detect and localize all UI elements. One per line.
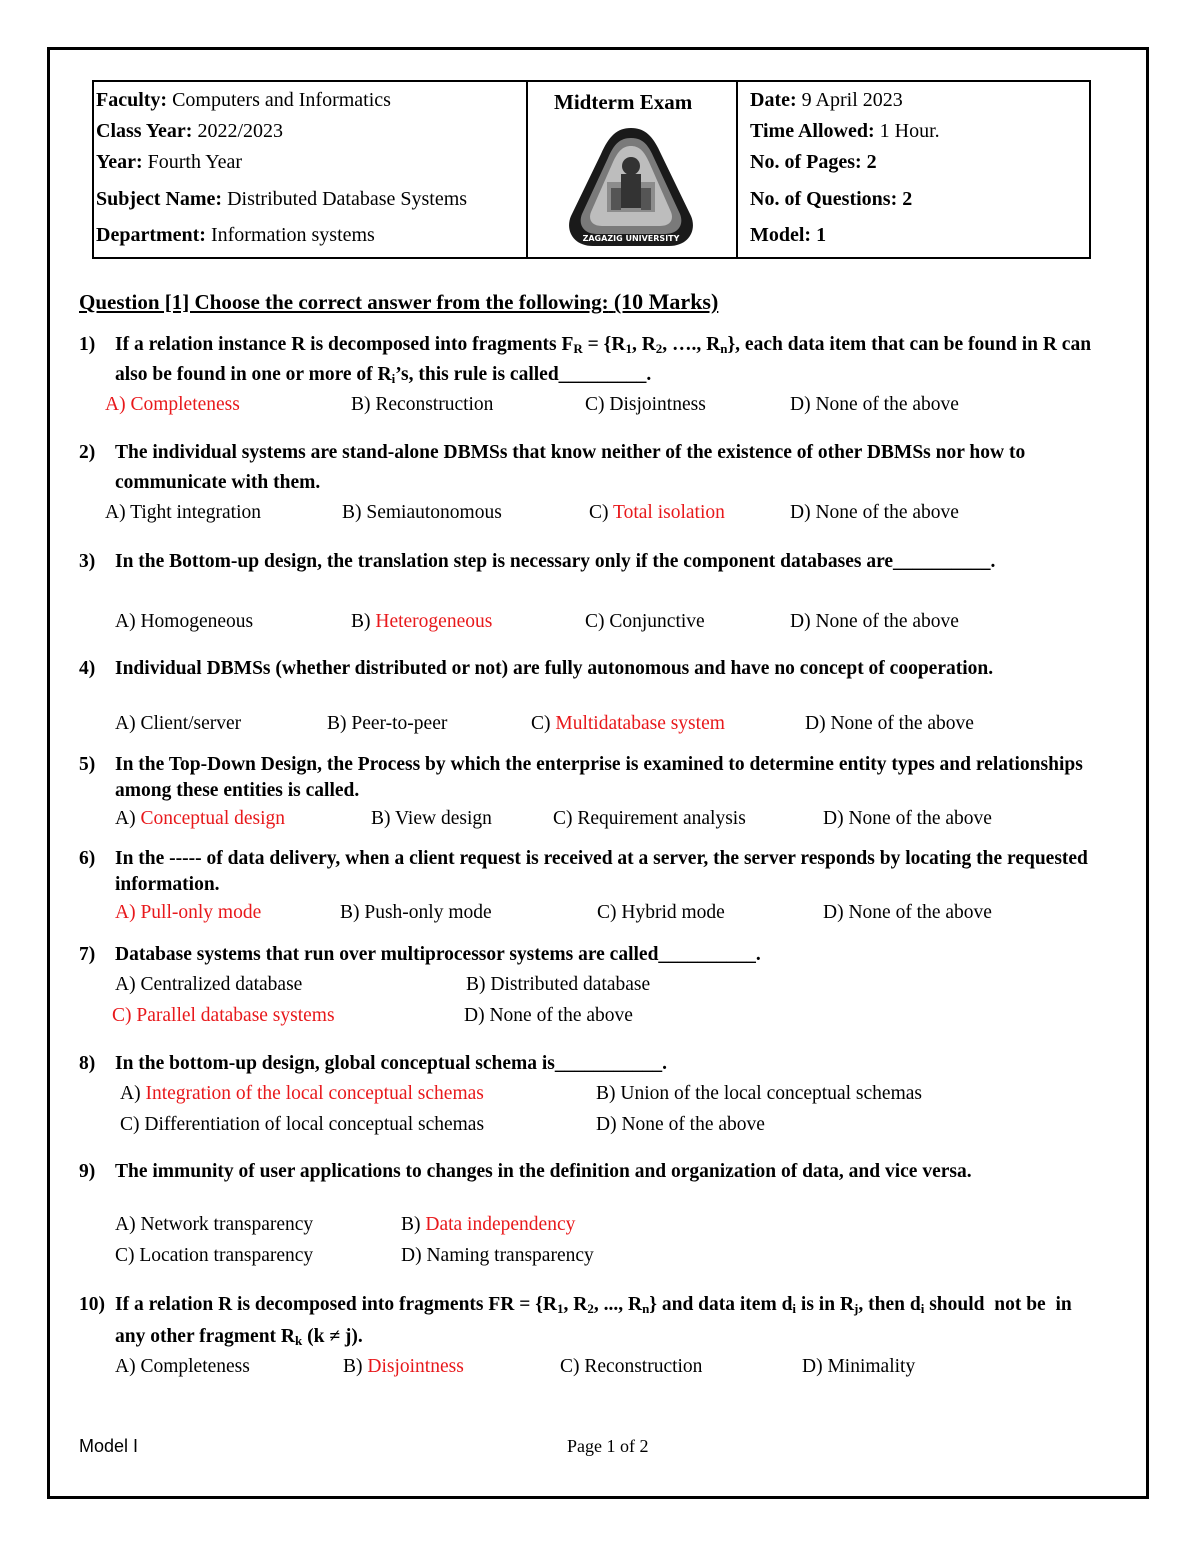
- option-a[interactable]: A) Client/server: [115, 713, 242, 734]
- time-line: Time Allowed: 1 Hour.: [750, 120, 940, 142]
- option-d[interactable]: D) None of the above: [790, 502, 959, 523]
- option-b[interactable]: B) Union of the local conceptual schemas: [596, 1083, 922, 1104]
- question-text: 8) In the bottom-up design, global conceptual schema is___________.: [79, 1053, 667, 1074]
- pages-line: No. of Pages: 2: [750, 151, 877, 173]
- option-c[interactable]: C) Hybrid mode: [597, 902, 725, 923]
- option-a[interactable]: A) Homogeneous: [115, 611, 254, 632]
- date-line: Date: 9 April 2023: [750, 89, 903, 111]
- option-b[interactable]: B) Distributed database: [466, 974, 651, 995]
- option-a[interactable]: A) Completeness: [115, 1356, 250, 1377]
- option-a[interactable]: A) Completeness: [105, 394, 240, 415]
- option-b[interactable]: B) View design: [371, 808, 492, 829]
- question-text: 7) Database systems that run over multiprocessor systems are called__________.: [79, 944, 761, 965]
- option-c[interactable]: C) Requirement analysis: [553, 808, 746, 829]
- footer-page-number: Page 1 of 2: [567, 1436, 649, 1456]
- option-c[interactable]: C) Disjointness: [585, 394, 706, 415]
- option-a[interactable]: A) Pull-only mode: [115, 902, 262, 923]
- subject-line: Subject Name: Distributed Database Systems: [96, 188, 468, 210]
- footer-model: Model I: [79, 1436, 139, 1456]
- option-d[interactable]: D) None of the above: [805, 713, 974, 734]
- option-d[interactable]: D) Minimality: [802, 1356, 916, 1377]
- option-d[interactable]: D) None of the above: [464, 1005, 633, 1026]
- option-b[interactable]: B) Heterogeneous: [351, 611, 493, 632]
- question-text: 6) In the ----- of data delivery, when a client request is received at a server, the server responds by locating the requested information.: [79, 848, 1088, 895]
- exam-header: [92, 80, 1091, 259]
- option-c[interactable]: C) Location transparency: [115, 1245, 314, 1266]
- option-b[interactable]: B) Reconstruction: [351, 394, 494, 415]
- option-c[interactable]: C) Differentiation of local conceptual schemas: [120, 1114, 485, 1135]
- option-b[interactable]: B) Disjointness: [343, 1356, 464, 1377]
- option-c[interactable]: C) Conjunctive: [585, 611, 705, 632]
- option-d[interactable]: D) None of the above: [790, 611, 959, 632]
- questions-count-line: No. of Questions: 2: [750, 188, 913, 210]
- department-line: Department: Information systems: [96, 224, 375, 246]
- option-b[interactable]: B) Push-only mode: [340, 902, 492, 923]
- year-line: Year: Fourth Year: [96, 151, 243, 173]
- option-d[interactable]: D) None of the above: [790, 394, 959, 415]
- option-b[interactable]: B) Data independency: [401, 1214, 576, 1235]
- option-c[interactable]: C) Multidatabase system: [531, 713, 725, 734]
- option-a[interactable]: A) Network transparency: [115, 1214, 314, 1235]
- option-c[interactable]: C) Total isolation: [589, 502, 725, 523]
- option-a[interactable]: A) Centralized database: [115, 974, 303, 995]
- university-logo: [565, 124, 697, 252]
- question-text: 4) Individual DBMSs (whether distributed or not) are fully autonomous and have no concept of cooperation.: [79, 658, 994, 679]
- option-b[interactable]: B) Peer-to-peer: [327, 713, 448, 734]
- option-a[interactable]: A) Conceptual design: [115, 808, 286, 829]
- svg-text:ZAGAZIG UNIVERSITY: ZAGAZIG UNIVERSITY: [582, 234, 680, 243]
- exam-title: Midterm Exam: [554, 90, 693, 114]
- header-left-cell: [94, 82, 528, 257]
- class-year-line: Class Year: 2022/2023: [96, 120, 284, 142]
- model-line: Model: 1: [750, 224, 827, 246]
- option-a[interactable]: A) Tight integration: [105, 502, 262, 523]
- option-d[interactable]: D) None of the above: [823, 902, 992, 923]
- option-c[interactable]: C) Reconstruction: [560, 1356, 703, 1377]
- question-text: 3) In the Bottom-up design, the translation step is necessary only if the component databases are__________.: [79, 551, 996, 572]
- faculty-line: Faculty: Computers and Informatics: [96, 89, 391, 111]
- option-a[interactable]: A) Integration of the local conceptual schemas: [120, 1083, 484, 1104]
- header-mid-cell: [528, 82, 738, 257]
- option-d[interactable]: D) Naming transparency: [401, 1245, 594, 1266]
- question-text: 9) The immunity of user applications to changes in the definition and organization of data, and vice versa.: [79, 1161, 972, 1182]
- option-b[interactable]: B) Semiautonomous: [342, 502, 502, 523]
- question-text: 2) The individual systems are stand-alone DBMSs that know neither of the existence of other DBMSs nor how to communicate with them.: [79, 442, 1026, 493]
- option-c[interactable]: C) Parallel database systems: [112, 1005, 335, 1026]
- header-right-cell: [738, 82, 1089, 257]
- question-text: 1) If a relation instance R is decomposed into fragments $F_R = \{R_1$, $R_2$, …., $R_n$}, each data item that can be found in R can also be found in one or more of $R_i’s$, this rule is called_________.: [79, 334, 1092, 386]
- question-text: 5) In the Top-Down Design, the Process by which the enterprise is examined to determine entity types and relationships among these entities is called.: [79, 754, 1083, 801]
- question-text: 10) If a relation R is decomposed into fragments FR = {$R_1$, $R_2$, ..., $R_n$} and data item $d_i$ is in $R_j$, then $d_i$ should not be in any other fragment $R_k$ (k ≠ j).: [79, 1294, 1072, 1348]
- option-d[interactable]: D) None of the above: [596, 1114, 765, 1135]
- option-d[interactable]: D) None of the above: [823, 808, 992, 829]
- question-title: Question [1] Choose the correct answer from the following: (10 Marks): [79, 289, 719, 314]
